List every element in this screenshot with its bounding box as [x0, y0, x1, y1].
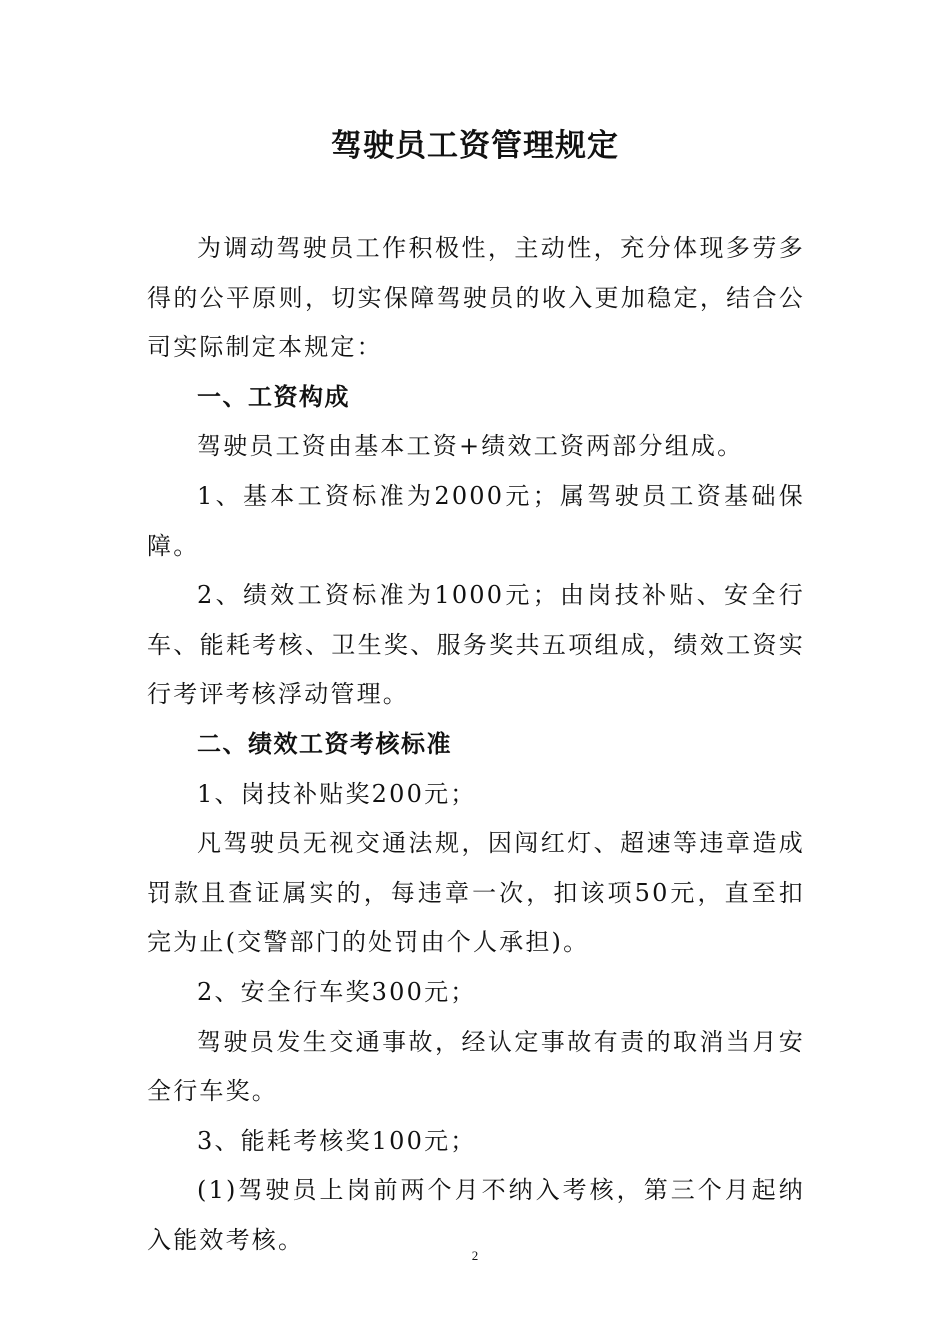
- intro-paragraph: 为调动驾驶员工作积极性，主动性，充分体现多劳多得的公平原则，切实保障驾驶员的收入更加稳定，结合公司实际制定本规定：: [147, 234, 805, 362]
- energy-rule-paragraph: (1)驾驶员上岗前两个月不纳入考核，第三个月起纳入能效考核。: [147, 1176, 805, 1254]
- performance-salary-paragraph: 2、绩效工资标准为1000元；由岗技补贴、安全行车、能耗考核、卫生奖、服务奖共五项组成，绩效工资实行考评考核浮动管理。: [147, 581, 805, 709]
- document-body: [147, 224, 805, 1265]
- energy-assessment-paragraph: 3、能耗考核奖100元；: [197, 1126, 477, 1155]
- basic-salary-paragraph: 1、基本工资标准为2000元；属驾驶员工资基础保障。: [147, 481, 805, 560]
- section-heading-salary-composition: 一、工资构成: [197, 382, 350, 411]
- skill-allowance-paragraph: 1、岗技补贴奖200元；: [197, 779, 477, 808]
- section-heading-assessment-standard: 二、绩效工资考核标准: [197, 729, 452, 758]
- safe-driving-paragraph: 2、安全行车奖300元；: [197, 977, 477, 1006]
- document-title: 驾驶员工资管理规定: [331, 128, 619, 164]
- traffic-violation-paragraph: 凡驾驶员无视交通法规，因闯红灯、超速等违章造成罚款且查证属实的，每违章一次，扣该项50元，直至扣完为止(交警部门的处罚由个人承担)。: [147, 829, 805, 957]
- page-number: 2: [471, 1248, 479, 1263]
- salary-composition-paragraph: 驾驶员工资由基本工资+绩效工资两部分组成。: [197, 432, 744, 461]
- accident-rule-paragraph: 驾驶员发生交通事故，经认定事故有责的取消当月安全行车奖。: [147, 1027, 805, 1106]
